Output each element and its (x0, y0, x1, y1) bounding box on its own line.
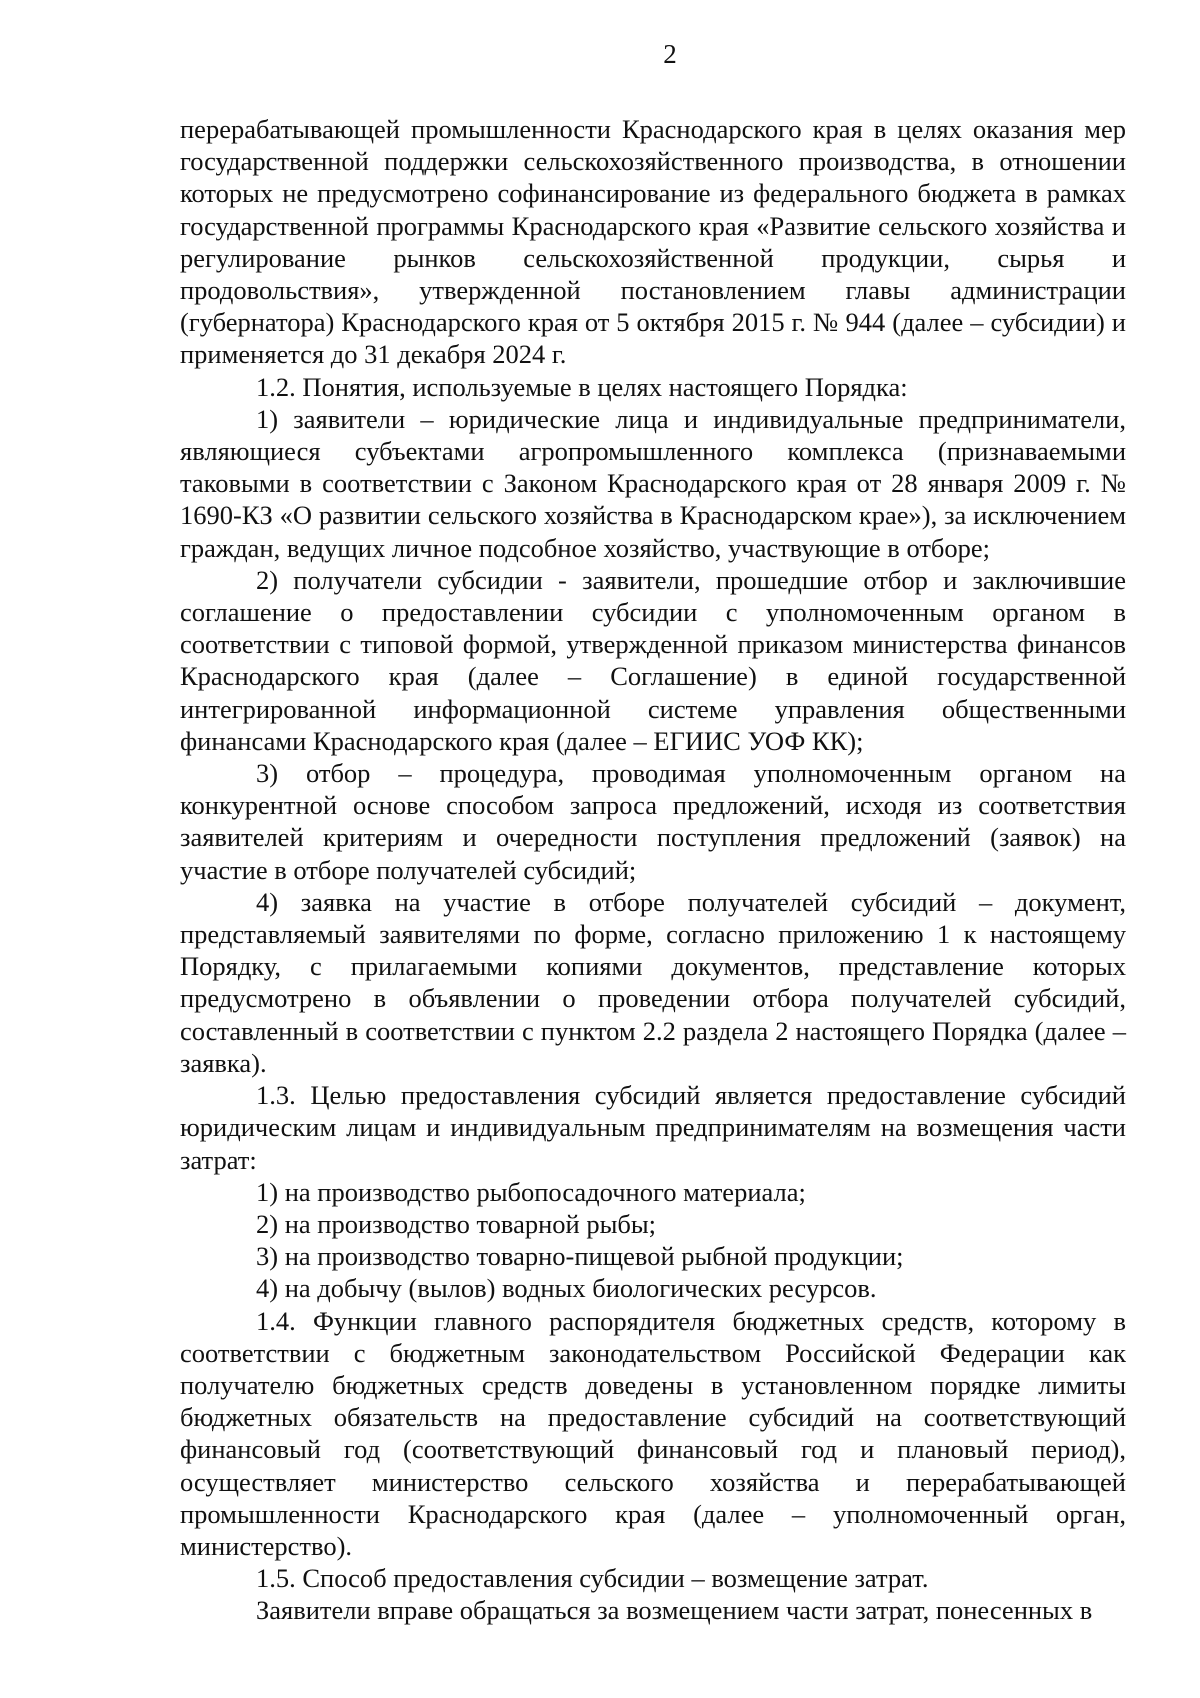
list-item-commercial-fish: 2) на производство товарной рыбы; (256, 1208, 657, 1239)
paragraph-applicants-right: Заявители вправе обращаться за возмещением части затрат, понесенных в (256, 1595, 1093, 1626)
list-item-fish-products: 3) на производство товарно-пищевой рыбной продукции; (256, 1241, 904, 1272)
list-item-fish-seed: 1) на производство рыбопосадочного материала; (256, 1176, 806, 1207)
page-number: 2 (663, 39, 677, 69)
list-item-bioresources: 4) на добычу (вылов) водных биологических ресурсов. (256, 1273, 877, 1304)
paragraph-definition-applicants: 1) заявители – юридические лица и индивидуальные предприниматели, являющиеся субъектами агропромышленного комплекса (признаваемыми таковыми в соответствии с Законом Краснодарского края от 28 января 2009 г. № 1690-КЗ «О развитии сельского хозяйства в Краснодарском крае»), за исключением граждан, ведущих личное подсобное хозяйство, участвующие в отборе; (180, 403, 1126, 563)
paragraph-1-4-functions: 1.4. Функции главного распорядителя бюджетных средств, которому в соответствии с бюджетным законодательством Российской Федерации как получателю бюджетных средств доведены в установленном порядке лимиты бюджетных обязательств на предоставление субсидий на соответствующий финансовый год (соответствующий финансовый год и плановый период), осуществляет министерство сельского хозяйства и перерабатывающей промышленности Краснодарского края (далее – уполномоченный орган, министерство). (180, 1305, 1126, 1561)
paragraph-definition-recipients: 2) получатели субсидии - заявители, прошедшие отбор и заключившие соглашение о предоставлении субсидии с уполномоченным органом в соответствии с типовой формой, утвержденной приказом министерства финансов Краснодарского края (далее – Соглашение) в единой государственной интегрированной информационной системе управления общественными финансами Краснодарского края (далее – ЕГИИС УОФ КК); (180, 564, 1126, 756)
paragraph-definition-selection: 3) отбор – процедура, проводимая уполномоченным органом на конкурентной основе способом запроса предложений, исходя из соответствия заявителей критериям и очередности поступления предложений (заявок) на участие в отборе получателей субсидий; (180, 758, 1126, 885)
paragraph-1-5-method: 1.5. Способ предоставления субсидии – возмещение затрат. (256, 1563, 929, 1594)
paragraph-definition-application: 4) заявка на участие в отборе получателей субсидий – документ, представляемый заявителями по форме, согласно приложению 1 к настоящему Порядку, с прилагаемыми копиями документов, представление которых предусмотрено в объявлении о проведении отбора получателей субсидий, составленный в соответствии с пунктом 2.2 раздела 2 настоящего Порядка (далее – заявка). (180, 886, 1126, 1078)
paragraph-1-3-purpose: 1.3. Целью предоставления субсидий является предоставление субсидий юридическим лицам и индивидуальным предпринимателям на возмещения части затрат: (180, 1080, 1126, 1175)
document-body (180, 113, 1126, 1627)
paragraph-1-2-heading: 1.2. Понятия, используемые в целях настоящего Порядка: (256, 371, 908, 402)
paragraph-continuation: перерабатывающей промышленности Краснодарского края в целях оказания мер государственной поддержки сельскохозяйственного производства, в отношении которых не предусмотрено софинансирование из федерального бюджета в рамках государственной программы Краснодарского края «Развитие сельского хозяйства и регулирование рынков сельскохозяйственной продукции, сырья и продовольствия», утвержденной постановлением главы администрации (губернатора) Краснодарского края от 5 октября 2015 г. № 944 (далее – субсидии) и применяется до 31 декабря 2024 г. (180, 114, 1126, 370)
